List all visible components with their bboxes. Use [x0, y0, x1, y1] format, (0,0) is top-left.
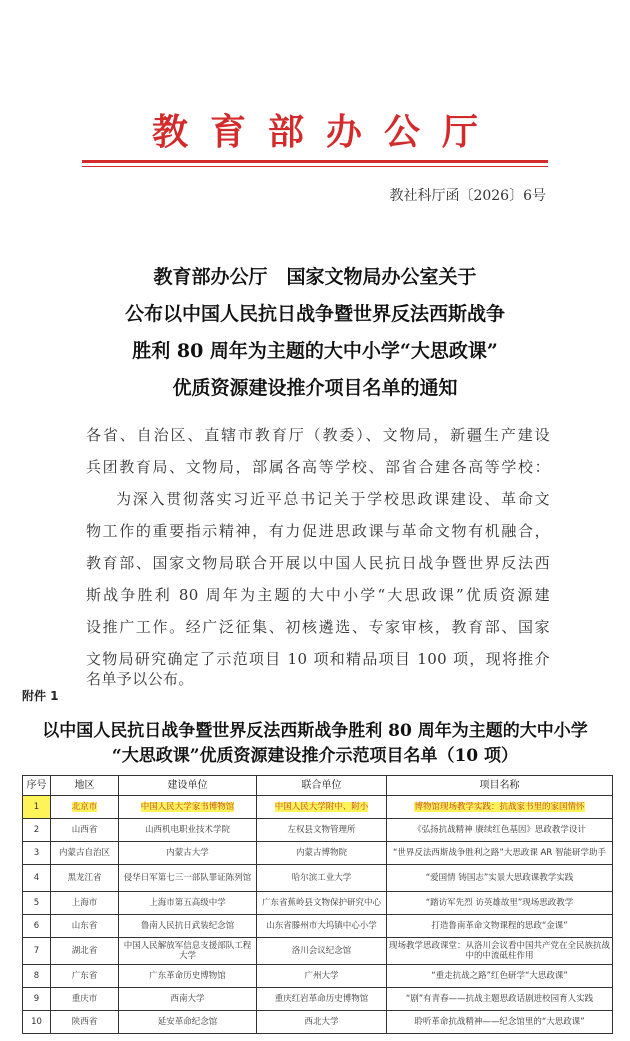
cell-builder: 中国人民解放军信息支援部队工程大学: [119, 938, 257, 965]
cell-project: “世界反法西斯战争胜利之路”大思政课 AR 智能研学助手: [387, 842, 613, 865]
partner-text: 中国人民大学附中、附小: [274, 801, 369, 812]
cell-region: 上海市: [51, 892, 119, 915]
project-text: 博物馆现场教学实践：抗战家书里的家国情怀: [414, 801, 585, 812]
table-row: [23, 965, 613, 988]
body-line-1: 为深入贯彻落实习近平总书记关于学校思政课建设、革命文: [116, 490, 550, 508]
cell-builder: [119, 796, 257, 819]
body-line-5: 设推广工作。经广泛征集、初核遴选、专家审核，教育部、国家: [86, 618, 550, 636]
cell-region: 湖北省: [51, 938, 119, 965]
attachment-title-line-2: “大思政课”优质资源建设推介示范项目名单（10 项）: [111, 746, 519, 766]
cell-region: 广东省: [51, 965, 119, 988]
table-row: [23, 796, 613, 819]
cell-no: 6: [23, 915, 51, 938]
document-number: 教社科厅函〔2026〕6号: [389, 188, 546, 204]
table-row: [23, 988, 613, 1011]
table-row: [23, 819, 613, 842]
cell-partner: 重庆红岩革命历史博物馆: [257, 988, 387, 1011]
table-row: [23, 842, 613, 865]
cell-builder: 上海市第五高级中学: [119, 892, 257, 915]
cell-project: [387, 796, 613, 819]
table-header-row: [23, 776, 613, 796]
table-row: [23, 1011, 613, 1034]
notice-title-line-3: 胜利 80 周年为主题的大中小学“大思政课”: [132, 340, 498, 362]
cell-partner: 哈尔滨工业大学: [257, 865, 387, 892]
cell-region: 重庆市: [51, 988, 119, 1011]
header-builder: 建设单位: [119, 776, 257, 796]
cell-partner: 广东省蕉岭县文物保护研究中心: [257, 892, 387, 915]
cell-partner: 山东省滕州市大坞镇中心小学: [257, 915, 387, 938]
body-line-7: 名单予以公布。: [86, 670, 194, 688]
attachment-title-line-1: 以中国人民抗日战争暨世界反法西斯战争胜利 80 周年为主题的大中小学: [42, 721, 588, 741]
builder-text: 中国人民大学家书博物馆: [140, 801, 235, 812]
cell-no: 9: [23, 988, 51, 1011]
cell-partner: [257, 796, 387, 819]
notice-title-line-4: 优质资源建设推介项目名单的通知: [172, 377, 458, 399]
cell-no: 1: [23, 796, 51, 819]
project-table: [22, 775, 613, 1034]
cell-region: 黑龙江省: [51, 865, 119, 892]
cell-partner: 左权县文物管理所: [257, 819, 387, 842]
notice-title-line-2: 公布以中国人民抗日战争暨世界反法西斯战争: [124, 303, 505, 325]
body-line-2: 物工作的重要指示精神，有力促进思政课与革命文物有机融合，: [86, 522, 550, 540]
cell-builder: 广东革命历史博物馆: [119, 965, 257, 988]
cell-no: 7: [23, 938, 51, 965]
header-project: 项目名称: [387, 776, 613, 796]
cell-builder: 西南大学: [119, 988, 257, 1011]
cell-no: 8: [23, 965, 51, 988]
cell-no: 10: [23, 1011, 51, 1034]
cell-project: “剧”有青春——抗战主题思政话剧进校园育人实践: [387, 988, 613, 1011]
notice-title-line-1: 教育部办公厅 国家文物局办公室关于: [153, 266, 477, 288]
cell-project: “重走抗战之路”红色研学“大思政课”: [387, 965, 613, 988]
cell-region: [51, 796, 119, 819]
cell-project: 打造鲁南革命文物课程的思政“金课”: [387, 915, 613, 938]
table-row: [23, 938, 613, 965]
cell-project: “踏访军先烈 访英雄故里”现场思政教学: [387, 892, 613, 915]
cell-builder: 鲁南人民抗日武装纪念馆: [119, 915, 257, 938]
org-title: 教育部办公厅: [151, 111, 500, 153]
cell-partner: 西北大学: [257, 1011, 387, 1034]
body-line-6: 文物局研究确定了示范项目 10 项和精品项目 100 项，现将推介: [86, 650, 550, 668]
cell-builder: 内蒙古大学: [119, 842, 257, 865]
cell-partner: 洛川会议纪念馆: [257, 938, 387, 965]
region-text: 北京市: [71, 801, 98, 812]
header-no: 序号: [23, 776, 51, 796]
red-rule-thin: [82, 166, 548, 167]
cell-project: 现场教学思政课堂：从洛川会议看中国共产党在全民族抗战中的中流砥柱作用: [387, 938, 613, 965]
table-row: [23, 865, 613, 892]
cell-no: 2: [23, 819, 51, 842]
cell-partner: 内蒙古博物院: [257, 842, 387, 865]
table-row: [23, 915, 613, 938]
cell-no: 4: [23, 865, 51, 892]
cell-no: 5: [23, 892, 51, 915]
cell-project: “爱国情 铸国志”实景大思政课教学实践: [387, 865, 613, 892]
red-rule-thick: [82, 160, 548, 163]
cell-project: 聆听革命抗战精神——纪念馆里的“大思政课”: [387, 1011, 613, 1034]
attachment-label: 附件 1: [22, 689, 59, 703]
recipients-line-2: 兵团教育局、文物局，部属各高等学校、部省合建各高等学校：: [86, 458, 550, 476]
cell-region: 内蒙古自治区: [51, 842, 119, 865]
header-partner: 联合单位: [257, 776, 387, 796]
cell-builder: 侵华日军第七三一部队罪证陈列馆: [119, 865, 257, 892]
body-line-4: 斯战争胜利 80 周年为主题的大中小学“大思政课”优质资源建: [86, 586, 550, 604]
cell-region: 山东省: [51, 915, 119, 938]
cell-builder: 延安革命纪念馆: [119, 1011, 257, 1034]
cell-builder: 山西机电职业技术学院: [119, 819, 257, 842]
cell-partner: 广州大学: [257, 965, 387, 988]
cell-region: 陕西省: [51, 1011, 119, 1034]
table-row: [23, 892, 613, 915]
cell-project: 《弘扬抗战精神 赓续红色基因》思政教学设计: [387, 819, 613, 842]
header-region: 地区: [51, 776, 119, 796]
body-line-3: 教育部、国家文物局联合开展以中国人民抗日战争暨世界反法西: [86, 554, 550, 572]
cell-region: 山西省: [51, 819, 119, 842]
cell-no: 3: [23, 842, 51, 865]
recipients-line-1: 各省、自治区、直辖市教育厅（教委）、文物局，新疆生产建设: [86, 426, 550, 444]
